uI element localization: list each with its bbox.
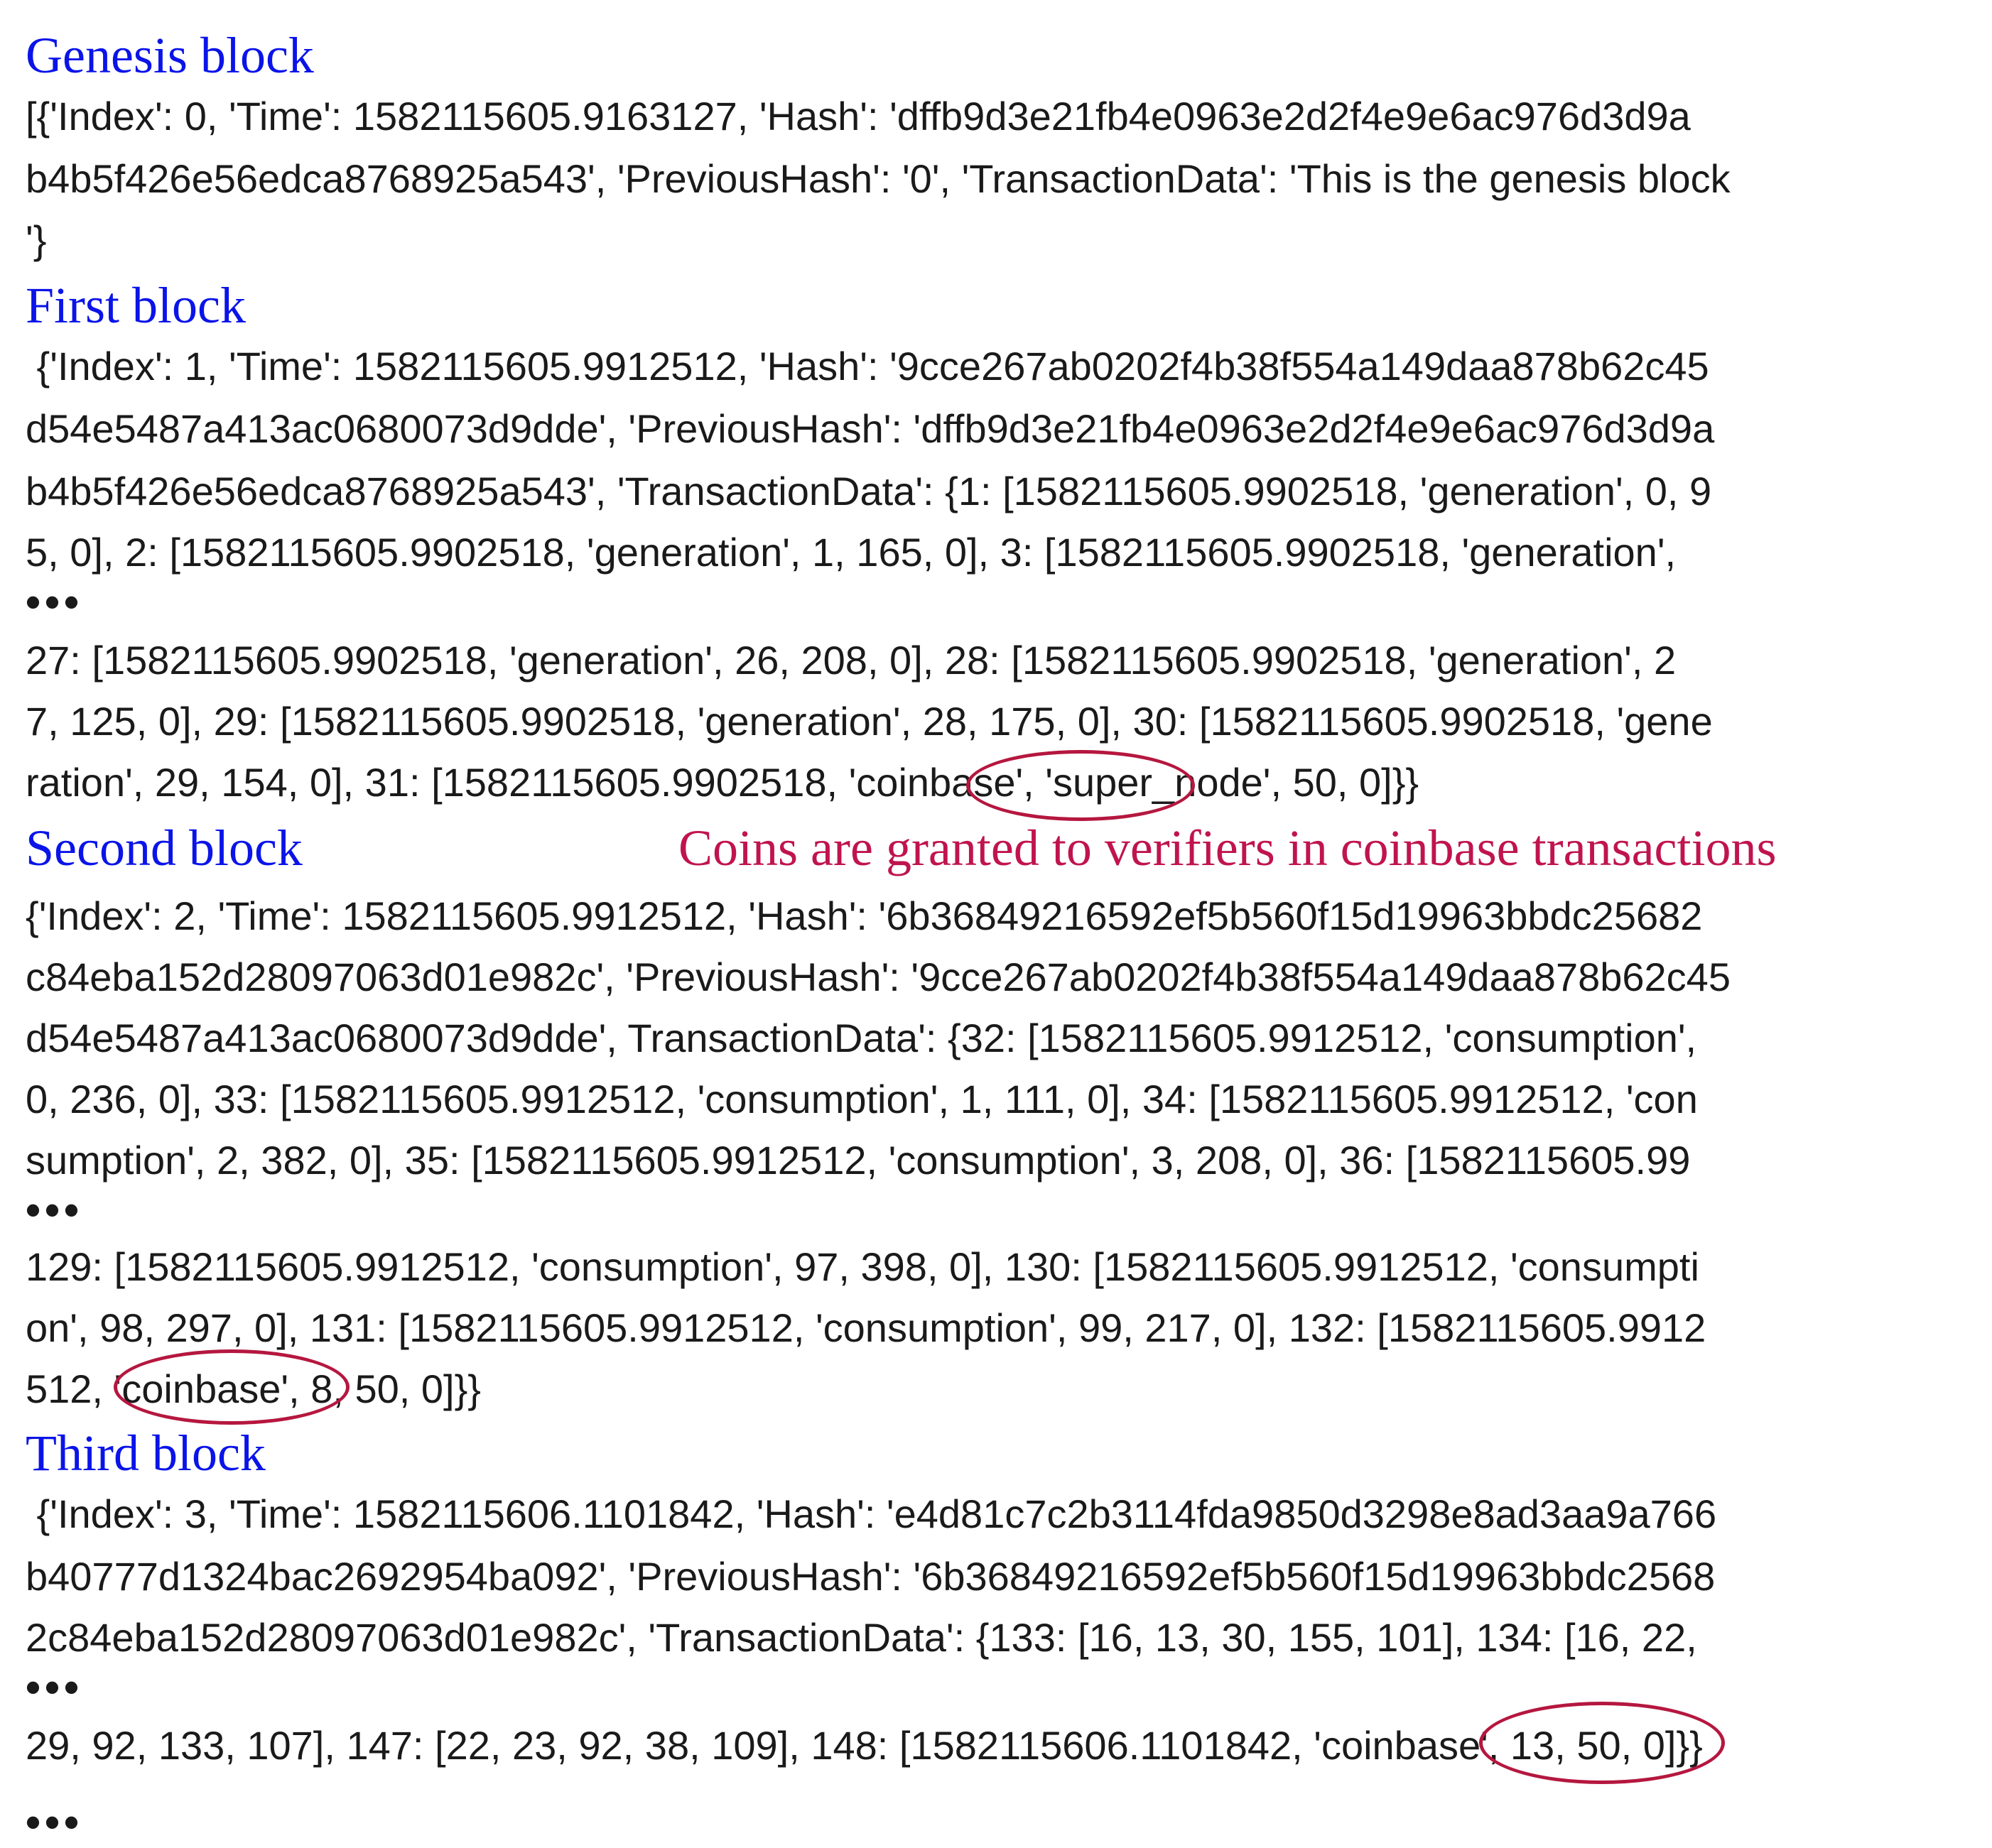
second-line-8: 512, 'coinbase', 8, 50, 0]}} [26, 1366, 481, 1411]
first-line-4: 5, 0], 2: [1582115605.9902518, 'generation', 1, 165, 0], 3: [1582115605.9902518, 'generation', [26, 530, 1677, 575]
third-ellipsis: ••• [26, 1663, 84, 1711]
third-line-3: 2c84eba152d28097063d01e982c', 'TransactionData': {133: [16, 13, 30, 155, 101], 134: [16, 22, [26, 1615, 1697, 1660]
third-line-2: b40777d1324bac2692954ba092', 'PreviousHash': '6b36849216592ef5b560f15d19963bbdc2568 [26, 1554, 1716, 1599]
second-line-3: d54e5487a413ac0680073d9dde', TransactionData': {32: [1582115605.9912512, 'consumption', [26, 1016, 1697, 1060]
second-ellipsis: ••• [26, 1186, 84, 1234]
first-block-heading: First block [26, 277, 247, 334]
final-ellipsis: ••• [26, 1798, 84, 1846]
coinbase-highlight-ellipse-3 [1479, 1702, 1725, 1784]
first-line-6: 7, 125, 0], 29: [1582115605.9902518, 'generation', 28, 175, 0], 30: [1582115605.9902518, 'gene [26, 699, 1713, 744]
first-line-5: 27: [1582115605.9902518, 'generation', 26, 208, 0], 28: [1582115605.9902518, 'generation', 2 [26, 638, 1677, 683]
third-block-heading: Third block [26, 1425, 266, 1482]
first-line-3: b4b5f426e56edca8768925a543', 'TransactionData': {1: [1582115605.9902518, 'generation', 0, 9 [26, 469, 1712, 513]
second-line-2: c84eba152d28097063d01e982c', 'PreviousHash': '9cce267ab0202f4b38f554a149daa878b62c45 [26, 955, 1731, 999]
genesis-line-1: [{'Index': 0, 'Time': 1582115605.9163127, 'Hash': 'dffb9d3e21fb4e0963e2d2f4e9e6ac976d3d9a [26, 94, 1691, 138]
second-line-7: on', 98, 297, 0], 131: [1582115605.9912512, 'consumption', 99, 217, 0], 132: [1582115605.9912 [26, 1305, 1706, 1350]
first-line-1: {'Index': 1, 'Time': 1582115605.9912512, 'Hash': '9cce267ab0202f4b38f554a149daa878b62c45 [26, 344, 1709, 388]
second-line-1: {'Index': 2, 'Time': 1582115605.9912512, 'Hash': '6b36849216592ef5b560f15d19963bbdc25682 [26, 893, 1703, 938]
coinbase-annotation: Coins are granted to verifiers in coinbase transactions [678, 820, 1777, 876]
third-line-4: 29, 92, 133, 107], 147: [22, 23, 92, 38, 109], 148: [1582115606.1101842, 'coinbase', 13, 50, 0]}} [26, 1723, 1703, 1768]
first-line-2: d54e5487a413ac0680073d9dde', 'PreviousHash': 'dffb9d3e21fb4e0963e2d2f4e9e6ac976d3d9a [26, 406, 1715, 451]
first-line-7: ration', 29, 154, 0], 31: [1582115605.9902518, 'coinbase', 'super_node', 50, 0]}} [26, 760, 1419, 805]
genesis-line-2: b4b5f426e56edca8768925a543', 'PreviousHash': '0', 'TransactionData': 'This is the genesis block [26, 156, 1731, 201]
second-block-heading: Second block [26, 820, 303, 876]
coinbase-highlight-ellipse-2 [114, 1349, 350, 1425]
first-ellipsis: ••• [26, 578, 84, 626]
third-line-1: {'Index': 3, 'Time': 1582115606.1101842, 'Hash': 'e4d81c7c2b3114fda9850d3298e8ad3aa9a766 [26, 1491, 1717, 1536]
genesis-line-3: '} [26, 217, 47, 262]
genesis-block-heading: Genesis block [26, 27, 314, 84]
second-line-5: sumption', 2, 382, 0], 35: [1582115605.9912512, 'consumption', 3, 208, 0], 36: [1582115605.99 [26, 1138, 1691, 1183]
second-line-6: 129: [1582115605.9912512, 'consumption', 97, 398, 0], 130: [1582115605.9912512, 'consumpti [26, 1244, 1699, 1289]
coinbase-highlight-ellipse-1 [966, 750, 1195, 821]
second-line-4: 0, 236, 0], 33: [1582115605.9912512, 'consumption', 1, 111, 0], 34: [1582115605.9912512, 'con [26, 1077, 1698, 1121]
